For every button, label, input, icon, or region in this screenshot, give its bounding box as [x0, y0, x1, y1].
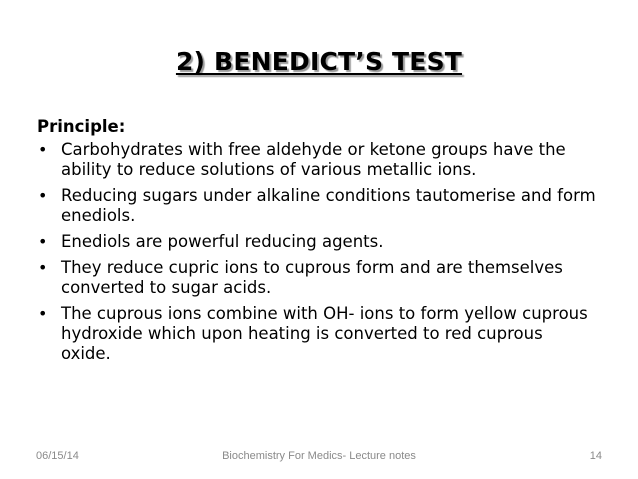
bullet-dot-icon: • — [38, 140, 48, 159]
bullet-text: Enediols are powerful reducing agents. — [61, 232, 384, 251]
bullet-dot-icon: • — [38, 258, 48, 277]
bullet-text: The cuprous ions combine with OH- ions to form yellow cuprous hydroxide which upon heating is converted to red cuprous oxide. — [61, 304, 588, 363]
bullet-item — [37, 304, 597, 364]
slide-title: 2) BENEDICT’S TEST — [175, 47, 463, 76]
footer-caption: Biochemistry For Medics- Lecture notes — [222, 450, 416, 462]
footer-page-number: 14 — [589, 450, 602, 462]
bullet-list — [37, 140, 597, 364]
bullet-text: They reduce cupric ions to cuprous form and are themselves converted to sugar acids. — [61, 258, 563, 297]
slide-body — [37, 117, 597, 370]
bullet-text: Carbohydrates with free aldehyde or ketone groups have the ability to reduce solutions of various metallic ions. — [61, 140, 566, 179]
principle-subheading: Principle: — [37, 117, 126, 136]
bullet-dot-icon: • — [38, 186, 48, 205]
bullet-text: Reducing sugars under alkaline conditions tautomerise and form enediols. — [61, 186, 596, 225]
bullet-item — [37, 140, 597, 180]
bullet-item — [37, 258, 597, 298]
bullet-item — [37, 186, 597, 226]
bullet-dot-icon: • — [38, 232, 48, 251]
bullet-dot-icon: • — [38, 304, 48, 323]
footer-date: 06/15/14 — [36, 450, 79, 462]
bullet-item — [37, 232, 597, 252]
